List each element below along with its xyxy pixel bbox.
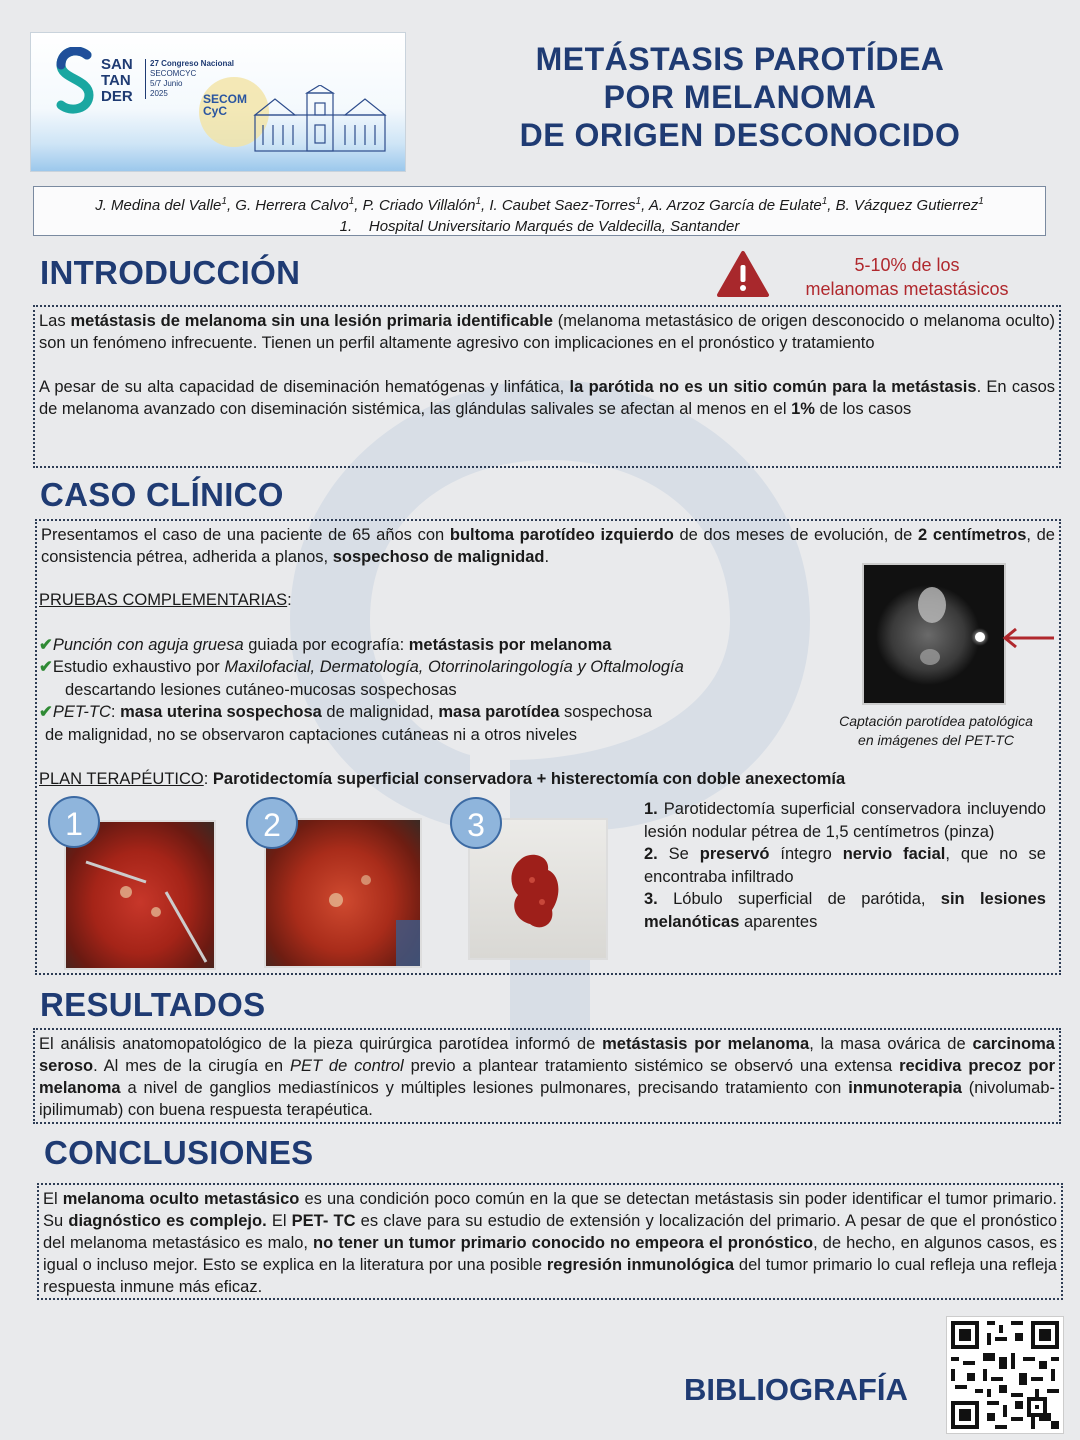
s-logo-icon (53, 47, 97, 117)
author-6: B. Vázquez Gutierrez (835, 197, 979, 214)
section-title-caso-clinico: CASO CLÍNICO (40, 476, 284, 513)
section-title-introduccion: INTRODUCCIÓN (40, 254, 301, 291)
section-title-conclusiones: CONCLUSIONES (44, 1134, 314, 1171)
pruebas-section: PRUEBAS COMPLEMENTARIAS: ✔Punción con aguja gruesa guiada por ecografía: metástasis por melanoma ✔Estudio exhaustivo por Maxilofacial, Dermatología, Otorrinolaringología y Oftalmología descartando lesiones cutáneo-mucosas sospechosas ✔PET-TC: masa uterina sospechosa de malignidad, masa parotídea sospechosa de malignidad, no se observaron captaciones cutáneas ni a otros niveles (39, 589, 819, 746)
palace-illustration (245, 85, 395, 155)
arrow-left-icon (1000, 626, 1056, 650)
photo-number-2: 2 (246, 797, 298, 849)
title-line-3: DE ORIGEN DESCONOCIDO (519, 117, 961, 153)
congress-logo (30, 32, 406, 172)
affiliation (34, 216, 1045, 237)
introduccion-box (33, 305, 1061, 468)
logo-year: 2025 (150, 89, 168, 98)
step-2: 2. Se preservó íntegro nervio facial, que no se encontraba infiltrado (644, 845, 1046, 886)
title-line-1: METÁSTASIS PAROTÍDEA (535, 41, 945, 77)
alert-text (782, 253, 1032, 301)
procedure-steps (644, 798, 1046, 933)
logo-city-1: SAN (101, 56, 133, 73)
pruebas-item-3-cont: de malignidad, no se observaron captaciones cutáneas ni a otros niveles (45, 725, 577, 744)
bibliografia-title: BIBLIOGRAFÍA (684, 1372, 908, 1407)
intro-paragraph-1: Las metástasis de melanoma sin una lesión primaria identificable (melanoma metastásico de origen desconocido o melanoma oculto) son un fenómeno infrecuente. Tienen un perfil altamente agresivo con implicaciones en el pronóstico y tratamiento (39, 312, 1055, 352)
pruebas-item-2: ✔Estudio exhaustivo por Maxilofacial, Dermatología, Otorrinolaringología y Oftalmología (39, 658, 684, 676)
plan-label: PLAN TERAPÉUTICO (39, 770, 204, 788)
affiliation-text: Hospital Universitario Marqués de Valdecilla, Santander (368, 218, 740, 235)
author-5: A. Arzoz García de Eulate (648, 197, 822, 214)
affiliation-number: 1. (339, 218, 353, 235)
check-icon: ✔ (39, 635, 53, 654)
logo-dates: 5/7 Junio (150, 79, 183, 88)
intro-paragraph-2: A pesar de su alta capacidad de diseminación hematógenas y linfática, la parótida no es un sitio común para la metástasis. En casos de melanoma avanzado con diseminación sistémica, las glándulas salivales se afectan al menos en el 1% de los casos (39, 378, 1056, 418)
check-icon: ✔ (39, 658, 53, 676)
logo-congress-line2: SECOMCYC (150, 69, 197, 78)
photo-number-1: 1 (48, 796, 100, 848)
authors-line: J. Medina del Valle$^1$, G. Herrera Calvo$^1$, P. Criado Villalón$^1$, I. Caubet Saez-Torres$^1$, A. Arzoz García de Eulate$^1$, B. Vázquez Gutierrez$^1$ (95, 196, 984, 214)
plan-terapeutico: PLAN TERAPÉUTICO: Parotidectomía superficial conservadora + histerectomía con doble anexectomía (39, 770, 846, 788)
author-4: I. Caubet Saez-Torres (489, 197, 636, 214)
section-title-resultados: RESULTADOS (40, 986, 266, 1023)
logo-city-3: DER (101, 88, 133, 105)
logo-city-2: TAN (101, 72, 131, 89)
conclusiones-box (37, 1183, 1063, 1300)
pruebas-item-3: ✔PET-TC: masa uterina sospechosa de malignidad, masa parotídea sospechosa (39, 703, 653, 721)
warning-icon (716, 250, 770, 298)
photo-number-3: 3 (450, 797, 502, 849)
resultados-box (33, 1028, 1061, 1124)
author-3: P. Criado Villalón (362, 197, 476, 214)
pet-caption: Captación parotídea patológica en imágenes del PET-TC (839, 713, 1033, 748)
author-1: J. Medina del Valle (95, 197, 222, 214)
author-2: G. Herrera Calvo (235, 197, 349, 214)
conclusiones-text: El melanoma oculto metastásico es una condición poco común en la que se detectan metástasis sin poder identificar el tumor primario. Su diagnóstico es complejo. El PET- TC es clave para su estudio de extensión y localización del primario. A pesar de que el pronóstico del melanoma metastásico es malo, no tener un tumor primario conocido no empeora el pronóstico, de hecho, en algunos casos, es igual o incluso mejor. Esto se explica en la literatura por una posible regresión inmunológica del tumor primario lo cual refleja una refleja respuesta inmune más eficaz. (43, 1190, 1058, 1296)
alert-line-1: 5-10% de los (854, 255, 960, 275)
qr-code[interactable] (946, 1316, 1064, 1434)
logo-congress-line1: 27 Congreso Nacional (150, 59, 235, 68)
plan-text: Parotidectomía superficial conservadora + histerectomía con doble anexectomía (212, 770, 846, 788)
caso-intro: Presentamos el caso de una paciente de 65 años con bultoma parotídeo izquierdo de dos meses de evolución, de 2 centímetros, de consistencia pétrea, adherida a planos, sospechoso de malignidad. (41, 526, 1055, 566)
stat-callout (716, 250, 1036, 300)
alert-line-2: melanomas metastásicos (805, 279, 1009, 299)
pruebas-item-2-cont: descartando lesiones cutáneo-mucosas sospechosas (65, 680, 457, 699)
pruebas-label: PRUEBAS COMPLEMENTARIAS (39, 591, 288, 609)
logo-society: SECOM (203, 92, 248, 106)
poster-title (440, 40, 1040, 154)
title-line-2: POR MELANOMA (603, 79, 877, 115)
pruebas-item-1: ✔Punción con aguja gruesa guiada por ecografía: metástasis por melanoma (39, 635, 612, 654)
pet-ct-image (862, 563, 1006, 705)
resultados-text: El análisis anatomopatológico de la pieza quirúrgica parotídea informó de metástasis por melanoma, la masa ovárica de carcinoma seroso. Al mes de la cirugía en PET de control previo a plantear tratamiento sistémico se observó una extensa recidiva precoz por melanoma a nivel de ganglios mediastínicos y múltiples lesiones pulmonares, precisando tratamiento con inmunoterapia (nivolumab-ipilimumab) con buena respuesta terapéutica. (39, 1035, 1055, 1119)
logo-society-2: CyC (203, 104, 228, 118)
step-1: 1. Parotidectomía superficial conservadora incluyendo lesión nodular pétrea de 1,5 centímetros (pinza) (644, 800, 1046, 841)
step-3: 3. Lóbulo superficial de parótida, sin lesiones melanóticas aparentes (644, 890, 1046, 931)
authors-box (33, 186, 1046, 236)
check-icon: ✔ (39, 703, 53, 721)
